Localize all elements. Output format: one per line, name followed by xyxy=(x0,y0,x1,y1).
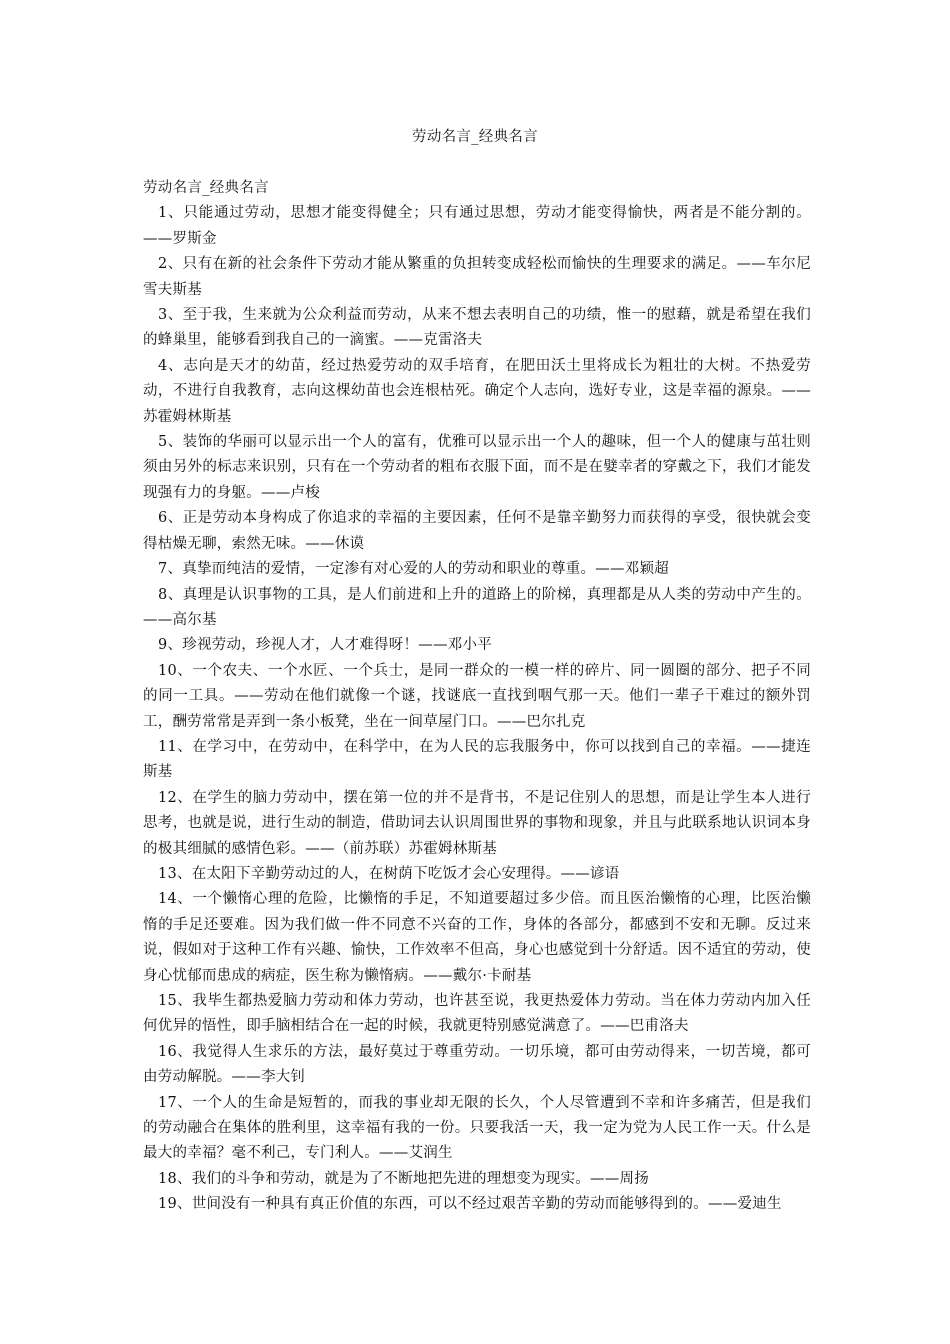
quote-paragraph: 7、真挚而纯洁的爱情，一定渗有对心爱的人的劳动和职业的尊重。——邓颖超 xyxy=(158,561,669,578)
quote-paragraph: 15、我毕生都热爱脑力劳动和体力劳动，也许甚至说，我更热爱体力劳动。当在体力劳动内加入任何优异的悟性，即手脑相结合在一起的时候，我就更特别感觉满意了。——巴甫洛夫 xyxy=(143,993,811,1035)
quote-paragraph: 19、世间没有一种具有真正价值的东西，可以不经过艰苦辛勤的劳动而能够得到的。——爱迪生 xyxy=(158,1196,782,1213)
quote-paragraph: 2、只有在新的社会条件下劳动才能从繁重的负担转变成轻松而愉快的生理要求的满足。——车尔尼雪夫斯基 xyxy=(143,256,811,298)
quote-paragraph: 16、我觉得人生求乐的方法，最好莫过于尊重劳动。一切乐境，都可由劳动得来，一切苦境，都可由劳动解脱。——李大钊 xyxy=(143,1043,811,1086)
quote-paragraph: 10、一个农夫、一个水匠、一个兵士，是同一群众的一模一样的碎片、同一圆圈的部分、把子不同的同一工具。——劳动在他们就像一个谜，找谜底一直找到咽气那一天。他们一辈子干难过的额外罚工，酬劳常常是弄到一条小板凳，坐在一间草屋门口。——巴尔扎克 xyxy=(143,662,811,730)
document-body xyxy=(143,176,811,1218)
quote-paragraph: 8、真理是认识事物的工具，是人们前进和上升的道路上的阶梯，真理都是从人类的劳动中产生的。——高尔基 xyxy=(143,586,811,628)
quote-paragraph: 9、珍视劳动，珍视人才，人才难得呀！——邓小平 xyxy=(158,637,492,654)
quote-paragraph: 18、我们的斗争和劳动，就是为了不断地把先进的理想变为现实。——周扬 xyxy=(158,1170,649,1187)
quote-paragraph: 17、一个人的生命是短暂的，而我的事业却无限的长久，个人尽管遭到不幸和许多痛苦，但是我们的劳动融合在集体的胜利里，这幸福有我的一份。只要我活一天，我一定为党为人民工作一天。什么是最大的幸福？毫不利己，专门利人。——艾润生 xyxy=(143,1094,811,1162)
document-title: 劳动名言_经典名言 xyxy=(412,129,538,145)
quote-paragraph: 11、在学习中，在劳动中，在科学中，在为人民的忘我服务中，你可以找到自己的幸福。——捷连斯基 xyxy=(143,738,811,781)
quote-paragraph: 5、装饰的华丽可以显示出一个人的富有，优雅可以显示出一个人的趣味，但一个人的健康与茁壮则须由另外的标志来识别，只有在一个劳动者的粗布衣服下面，而不是在嬖幸者的穿戴之下，我们才能发现强有力的身躯。——卢梭 xyxy=(143,434,811,501)
quote-paragraph: 3、至于我，生来就为公众利益而劳动，从来不想去表明自己的功绩，惟一的慰藉，就是希望在我们的蜂巢里，能够看到我自己的一滴蜜。——克雷洛夫 xyxy=(143,307,811,349)
quote-paragraph: 12、在学生的脑力劳动中，摆在第一位的并不是背书，不是记住别人的思想，而是让学生本人进行思考，也就是说，进行生动的制造，借助词去认识周围世界的事物和现象，并且与此联系地认识词本身的极其细腻的感情色彩。——（前苏联）苏霍姆林斯基 xyxy=(143,789,811,857)
quote-paragraph: 1、只能通过劳动，思想才能变得健全；只有通过思想，劳动才能变得愉快，两者是不能分割的。——罗斯金 xyxy=(143,205,811,247)
quote-paragraph: 6、正是劳动本身构成了你追求的幸福的主要因素，任何不是靠辛勤努力而获得的享受，很快就会变得枯燥无聊，索然无味。——休谟 xyxy=(143,510,811,552)
document-subtitle: 劳动名言_经典名言 xyxy=(143,180,269,196)
quote-paragraph: 4、志向是天才的幼苗，经过热爱劳动的双手培育，在肥田沃土里将成长为粗壮的大树。不热爱劳动，不进行自我教育，志向这棵幼苗也会连根枯死。确定个人志向，选好专业，这是幸福的源泉。——苏霍姆林斯基 xyxy=(143,357,811,425)
quote-paragraph: 13、在太阳下辛勤劳动过的人，在树荫下吃饭才会心安理得。——谚语 xyxy=(158,865,620,882)
quote-paragraph: 14、一个懒惰心理的危险，比懒惰的手足，不知道要超过多少倍。而且医治懒惰的心理，比医治懒惰的手足还要难。因为我们做一件不同意不兴奋的工作，身体的各部分，都感到不安和无聊。反过来说，假如对于这种工作有兴趣、愉快，工作效率不但高，身心也感觉到十分舒适。因不适宜的劳动，使身心忧郁而患成的病症，医生称为懒惰病。——戴尔·卡耐基 xyxy=(143,891,811,984)
